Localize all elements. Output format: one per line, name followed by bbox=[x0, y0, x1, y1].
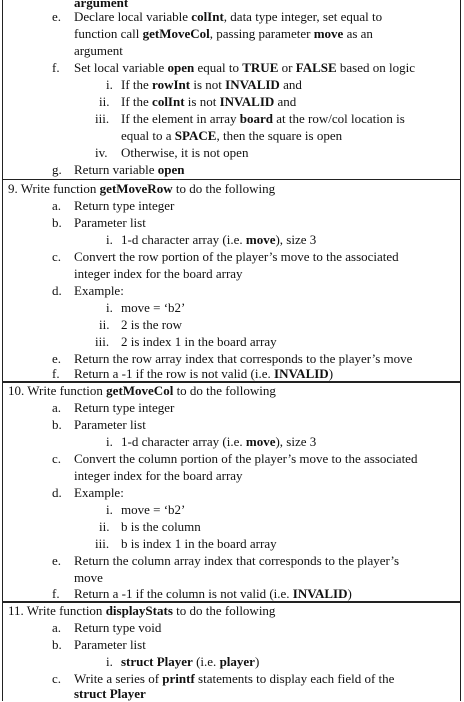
bold-text: INVALID bbox=[225, 77, 280, 92]
text-run: 11. Write function bbox=[8, 603, 106, 618]
text-line bbox=[121, 94, 296, 110]
text-run: or bbox=[278, 60, 296, 75]
bold-text: player bbox=[219, 654, 255, 669]
text-line: Example: bbox=[74, 485, 124, 500]
text-run: to do the following bbox=[173, 383, 276, 398]
section-heading bbox=[8, 603, 275, 619]
text-run: based on logic bbox=[336, 60, 415, 75]
text-run: , then the square is open bbox=[216, 128, 343, 143]
bold-text: INVALID bbox=[274, 366, 329, 381]
list-marker: ii. bbox=[99, 317, 110, 332]
bold-text: move bbox=[313, 26, 344, 41]
text-line bbox=[74, 26, 373, 42]
text-run: Declare local variable bbox=[74, 9, 192, 24]
text-line bbox=[121, 77, 302, 93]
text-line bbox=[74, 586, 352, 602]
text-run: ) bbox=[328, 366, 334, 381]
bold-text: open bbox=[157, 162, 185, 177]
text-line: b is index 1 in the board array bbox=[121, 536, 277, 551]
list-marker: d. bbox=[52, 283, 62, 298]
bold-text: TRUE bbox=[242, 60, 279, 75]
section-11-cell bbox=[2, 601, 461, 701]
text-line bbox=[74, 162, 184, 178]
text-line bbox=[121, 434, 316, 450]
text-run: is not bbox=[190, 77, 226, 92]
list-marker: ii. bbox=[99, 519, 110, 534]
list-marker: d. bbox=[52, 485, 62, 500]
bold-text: INVALID bbox=[219, 94, 275, 109]
text-line: Convert the row portion of the player’s move to the associated bbox=[74, 249, 399, 264]
list-marker: f. bbox=[52, 366, 60, 381]
text-run: 1-d character array (i.e. bbox=[121, 232, 246, 247]
section-8-cell bbox=[2, 0, 461, 180]
text-run: , passing parameter bbox=[209, 26, 314, 41]
list-marker: iv. bbox=[95, 145, 108, 160]
list-marker: iii. bbox=[95, 334, 110, 349]
text-line: Example: bbox=[74, 283, 124, 298]
bold-text: rowInt bbox=[152, 77, 191, 92]
text-run: function call bbox=[74, 26, 143, 41]
text-line: move = ‘b2’ bbox=[121, 300, 186, 315]
bold-text: getMoveRow bbox=[99, 181, 173, 196]
bold-text: move bbox=[245, 434, 276, 449]
list-marker: a. bbox=[52, 198, 62, 213]
section-heading bbox=[8, 383, 276, 399]
bold-text: displayStats bbox=[105, 603, 173, 618]
list-marker: ii. bbox=[99, 94, 110, 109]
bold-text: struct Player bbox=[121, 654, 193, 669]
bold-text: getMoveCol bbox=[142, 26, 210, 41]
text-run: and bbox=[279, 77, 302, 92]
list-marker: c. bbox=[52, 249, 62, 264]
text-run: Write a series of bbox=[74, 671, 163, 686]
list-marker: b. bbox=[52, 215, 62, 230]
text-line: Return type void bbox=[74, 620, 162, 635]
list-marker: e. bbox=[52, 351, 62, 366]
text-run: to do the following bbox=[172, 181, 276, 196]
text-line bbox=[74, 671, 394, 687]
text-run: Return a -1 if the column is not valid (i.e. bbox=[74, 586, 293, 601]
list-marker: i. bbox=[106, 434, 113, 449]
text-line: 2 is the row bbox=[121, 317, 183, 332]
bold-text: FALSE bbox=[295, 60, 337, 75]
text-line bbox=[121, 654, 259, 670]
bold-text: colInt bbox=[191, 9, 224, 24]
bold-text: struct Player bbox=[74, 686, 146, 701]
text-run: to do the following bbox=[172, 603, 276, 618]
bold-text: printf bbox=[162, 671, 195, 686]
text-run: Return a -1 if the row is not valid (i.e. bbox=[74, 366, 275, 381]
section-heading bbox=[8, 181, 275, 197]
text-line: Return type integer bbox=[74, 400, 175, 415]
text-line: integer index for the board array bbox=[74, 266, 243, 281]
text-line: Parameter list bbox=[74, 417, 146, 432]
bold-text: INVALID bbox=[292, 586, 348, 601]
bold-text: colInt bbox=[152, 94, 185, 109]
text-line bbox=[74, 366, 333, 382]
bold-text: board bbox=[239, 111, 273, 126]
list-marker: b. bbox=[52, 417, 62, 432]
text-run: If the bbox=[121, 94, 153, 109]
text-line: integer index for the board array bbox=[74, 468, 243, 483]
text-line: Parameter list bbox=[74, 637, 146, 652]
text-run: If the bbox=[121, 77, 153, 92]
text-run: equal to a bbox=[121, 128, 175, 143]
text-run: is not bbox=[184, 94, 220, 109]
text-line bbox=[121, 232, 316, 248]
text-line bbox=[121, 111, 405, 127]
text-run: at the row/col location is bbox=[272, 111, 405, 126]
text-run: If the element in array bbox=[121, 111, 240, 126]
list-marker: i. bbox=[106, 77, 113, 92]
list-marker: a. bbox=[52, 620, 62, 635]
text-run: statements to display each field of the bbox=[194, 671, 395, 686]
text-run: ) bbox=[254, 654, 260, 669]
text-run: ), size 3 bbox=[275, 232, 317, 247]
text-run: , data type integer, set equal to bbox=[223, 9, 383, 24]
text-line: Parameter list bbox=[74, 215, 146, 230]
list-marker: f. bbox=[52, 586, 60, 601]
list-marker: c. bbox=[52, 671, 62, 686]
text-run: equal to bbox=[194, 60, 243, 75]
bold-text: argument bbox=[74, 0, 129, 10]
text-line: Return the row array index that corresponds to the player’s move bbox=[74, 351, 413, 366]
text-line: argument bbox=[74, 43, 123, 58]
list-marker: b. bbox=[52, 637, 62, 652]
list-marker: a. bbox=[52, 400, 62, 415]
text-line: move = ‘b2’ bbox=[121, 502, 186, 517]
text-line: Return the column array index that corresponds to the player’s bbox=[74, 553, 400, 568]
text-line: 2 is index 1 in the board array bbox=[121, 334, 277, 349]
list-marker: i. bbox=[106, 502, 113, 517]
text-line bbox=[121, 128, 342, 144]
text-run: Set local variable bbox=[74, 60, 168, 75]
list-marker: e. bbox=[52, 9, 62, 24]
bold-text: move bbox=[245, 232, 276, 247]
text-line: Convert the column portion of the player’s move to the associated bbox=[74, 451, 418, 466]
text-run: ), size 3 bbox=[275, 434, 317, 449]
section-10-cell bbox=[2, 381, 461, 603]
list-marker: i. bbox=[106, 300, 113, 315]
text-run: 10. Write function bbox=[8, 383, 107, 398]
list-marker: f. bbox=[52, 60, 60, 75]
bold-text: SPACE bbox=[174, 128, 217, 143]
list-marker: i. bbox=[106, 232, 113, 247]
text-run: as an bbox=[343, 26, 373, 41]
text-run: (i.e. bbox=[192, 654, 220, 669]
list-marker: g. bbox=[52, 162, 62, 177]
text-line: b is the column bbox=[121, 519, 201, 534]
text-line: Return type integer bbox=[74, 198, 175, 213]
text-line: Otherwise, it is not open bbox=[121, 145, 249, 160]
bold-text: open bbox=[167, 60, 195, 75]
list-marker: i. bbox=[106, 654, 113, 669]
text-line bbox=[74, 60, 415, 76]
list-marker: c. bbox=[52, 451, 62, 466]
text-run: 1-d character array (i.e. bbox=[121, 434, 246, 449]
list-marker: e. bbox=[52, 553, 62, 568]
text-run: Return variable bbox=[74, 162, 158, 177]
bold-text: getMoveCol bbox=[106, 383, 174, 398]
section-9-cell bbox=[2, 179, 461, 383]
text-line bbox=[74, 9, 382, 25]
text-run: ) bbox=[347, 586, 352, 601]
text-run: and bbox=[274, 94, 297, 109]
list-marker: iii. bbox=[95, 111, 110, 126]
list-marker: iii. bbox=[95, 536, 110, 551]
text-line: move bbox=[74, 570, 103, 585]
text-run: 9. Write function bbox=[8, 181, 100, 196]
